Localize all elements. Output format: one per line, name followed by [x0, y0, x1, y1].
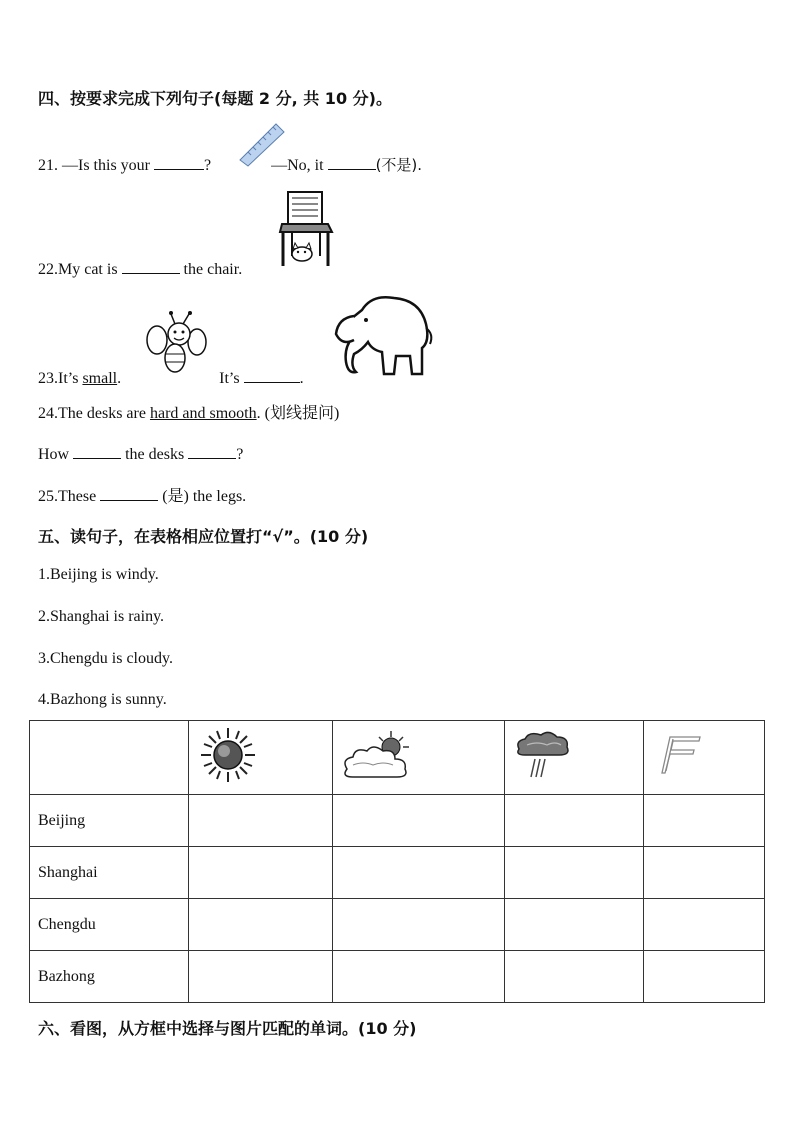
elephant-icon: [332, 290, 436, 380]
table-row: [30, 847, 765, 899]
cell-beijing-sunny[interactable]: [188, 795, 332, 847]
section6-title: 六、看图，从方框中选择与图片匹配的单词。(10 分): [38, 1019, 417, 1038]
header-windy: [644, 721, 765, 795]
q24-blank-2[interactable]: [188, 442, 236, 459]
cell-shanghai-cloudy[interactable]: [332, 847, 505, 899]
table-row: [30, 795, 765, 847]
question-25: 25.These (是) the legs.: [38, 483, 246, 506]
row-label-beijing: Beijing: [30, 795, 189, 847]
cell-beijing-rainy[interactable]: [505, 795, 644, 847]
ruler-icon: [236, 122, 288, 168]
table-row: [30, 951, 765, 1003]
sentence-2: 2.Shanghai is rainy.: [38, 608, 165, 625]
sentence-4: 4.Bazhong is sunny.: [38, 691, 167, 708]
q23-blank[interactable]: [244, 366, 300, 383]
header-cloudy: [332, 721, 505, 795]
cell-chengdu-rainy[interactable]: [505, 899, 644, 951]
question-23: 23.It’s small. It’s .: [38, 366, 304, 388]
cell-shanghai-sunny[interactable]: [188, 847, 332, 899]
cell-beijing-windy[interactable]: [644, 795, 765, 847]
row-label-shanghai: Shanghai: [30, 847, 189, 899]
sentence-1: 1.Beijing is windy.: [38, 566, 159, 583]
question-22: 22.My cat is the chair.: [38, 257, 242, 279]
header-rainy: [505, 721, 644, 795]
cell-chengdu-windy[interactable]: [644, 899, 765, 951]
cell-bazhong-rainy[interactable]: [505, 951, 644, 1003]
table-header-row: [30, 721, 765, 795]
q22-blank[interactable]: [122, 257, 180, 274]
cell-bazhong-cloudy[interactable]: [332, 951, 505, 1003]
q21-blank-2[interactable]: [328, 153, 376, 170]
cell-chengdu-sunny[interactable]: [188, 899, 332, 951]
table-corner-cell: [30, 721, 189, 795]
q24-blank-1[interactable]: [73, 442, 121, 459]
cell-beijing-cloudy[interactable]: [332, 795, 505, 847]
cloudy-icon: [339, 729, 415, 781]
sentence-3: 3.Chengdu is cloudy.: [38, 650, 173, 667]
sun-icon: [199, 726, 257, 784]
question-21: 21. —Is this your ? —No, it (不是).: [38, 153, 422, 175]
q21-blank-1[interactable]: [154, 153, 204, 170]
table-row: [30, 899, 765, 951]
cell-bazhong-windy[interactable]: [644, 951, 765, 1003]
section4-title: 四、按要求完成下列句子(每题 2 分, 共 10 分)。: [38, 89, 392, 108]
row-label-chengdu: Chengdu: [30, 899, 189, 951]
wind-icon: [652, 733, 704, 777]
question-24: 24.The desks are hard and smooth. (划线提问): [38, 405, 340, 422]
cell-shanghai-windy[interactable]: [644, 847, 765, 899]
cell-chengdu-cloudy[interactable]: [332, 899, 505, 951]
cell-bazhong-sunny[interactable]: [188, 951, 332, 1003]
q25-blank[interactable]: [100, 484, 158, 501]
rain-icon: [513, 729, 573, 781]
weather-table: [29, 720, 765, 1003]
cell-shanghai-rainy[interactable]: [505, 847, 644, 899]
header-sunny: [188, 721, 332, 795]
row-label-bazhong: Bazhong: [30, 951, 189, 1003]
chair-cat-icon: [278, 190, 334, 270]
section5-title: 五、读句子，在表格相应位置打“√”。(10 分): [38, 527, 369, 546]
question-24b: How the desks ?: [38, 442, 243, 464]
